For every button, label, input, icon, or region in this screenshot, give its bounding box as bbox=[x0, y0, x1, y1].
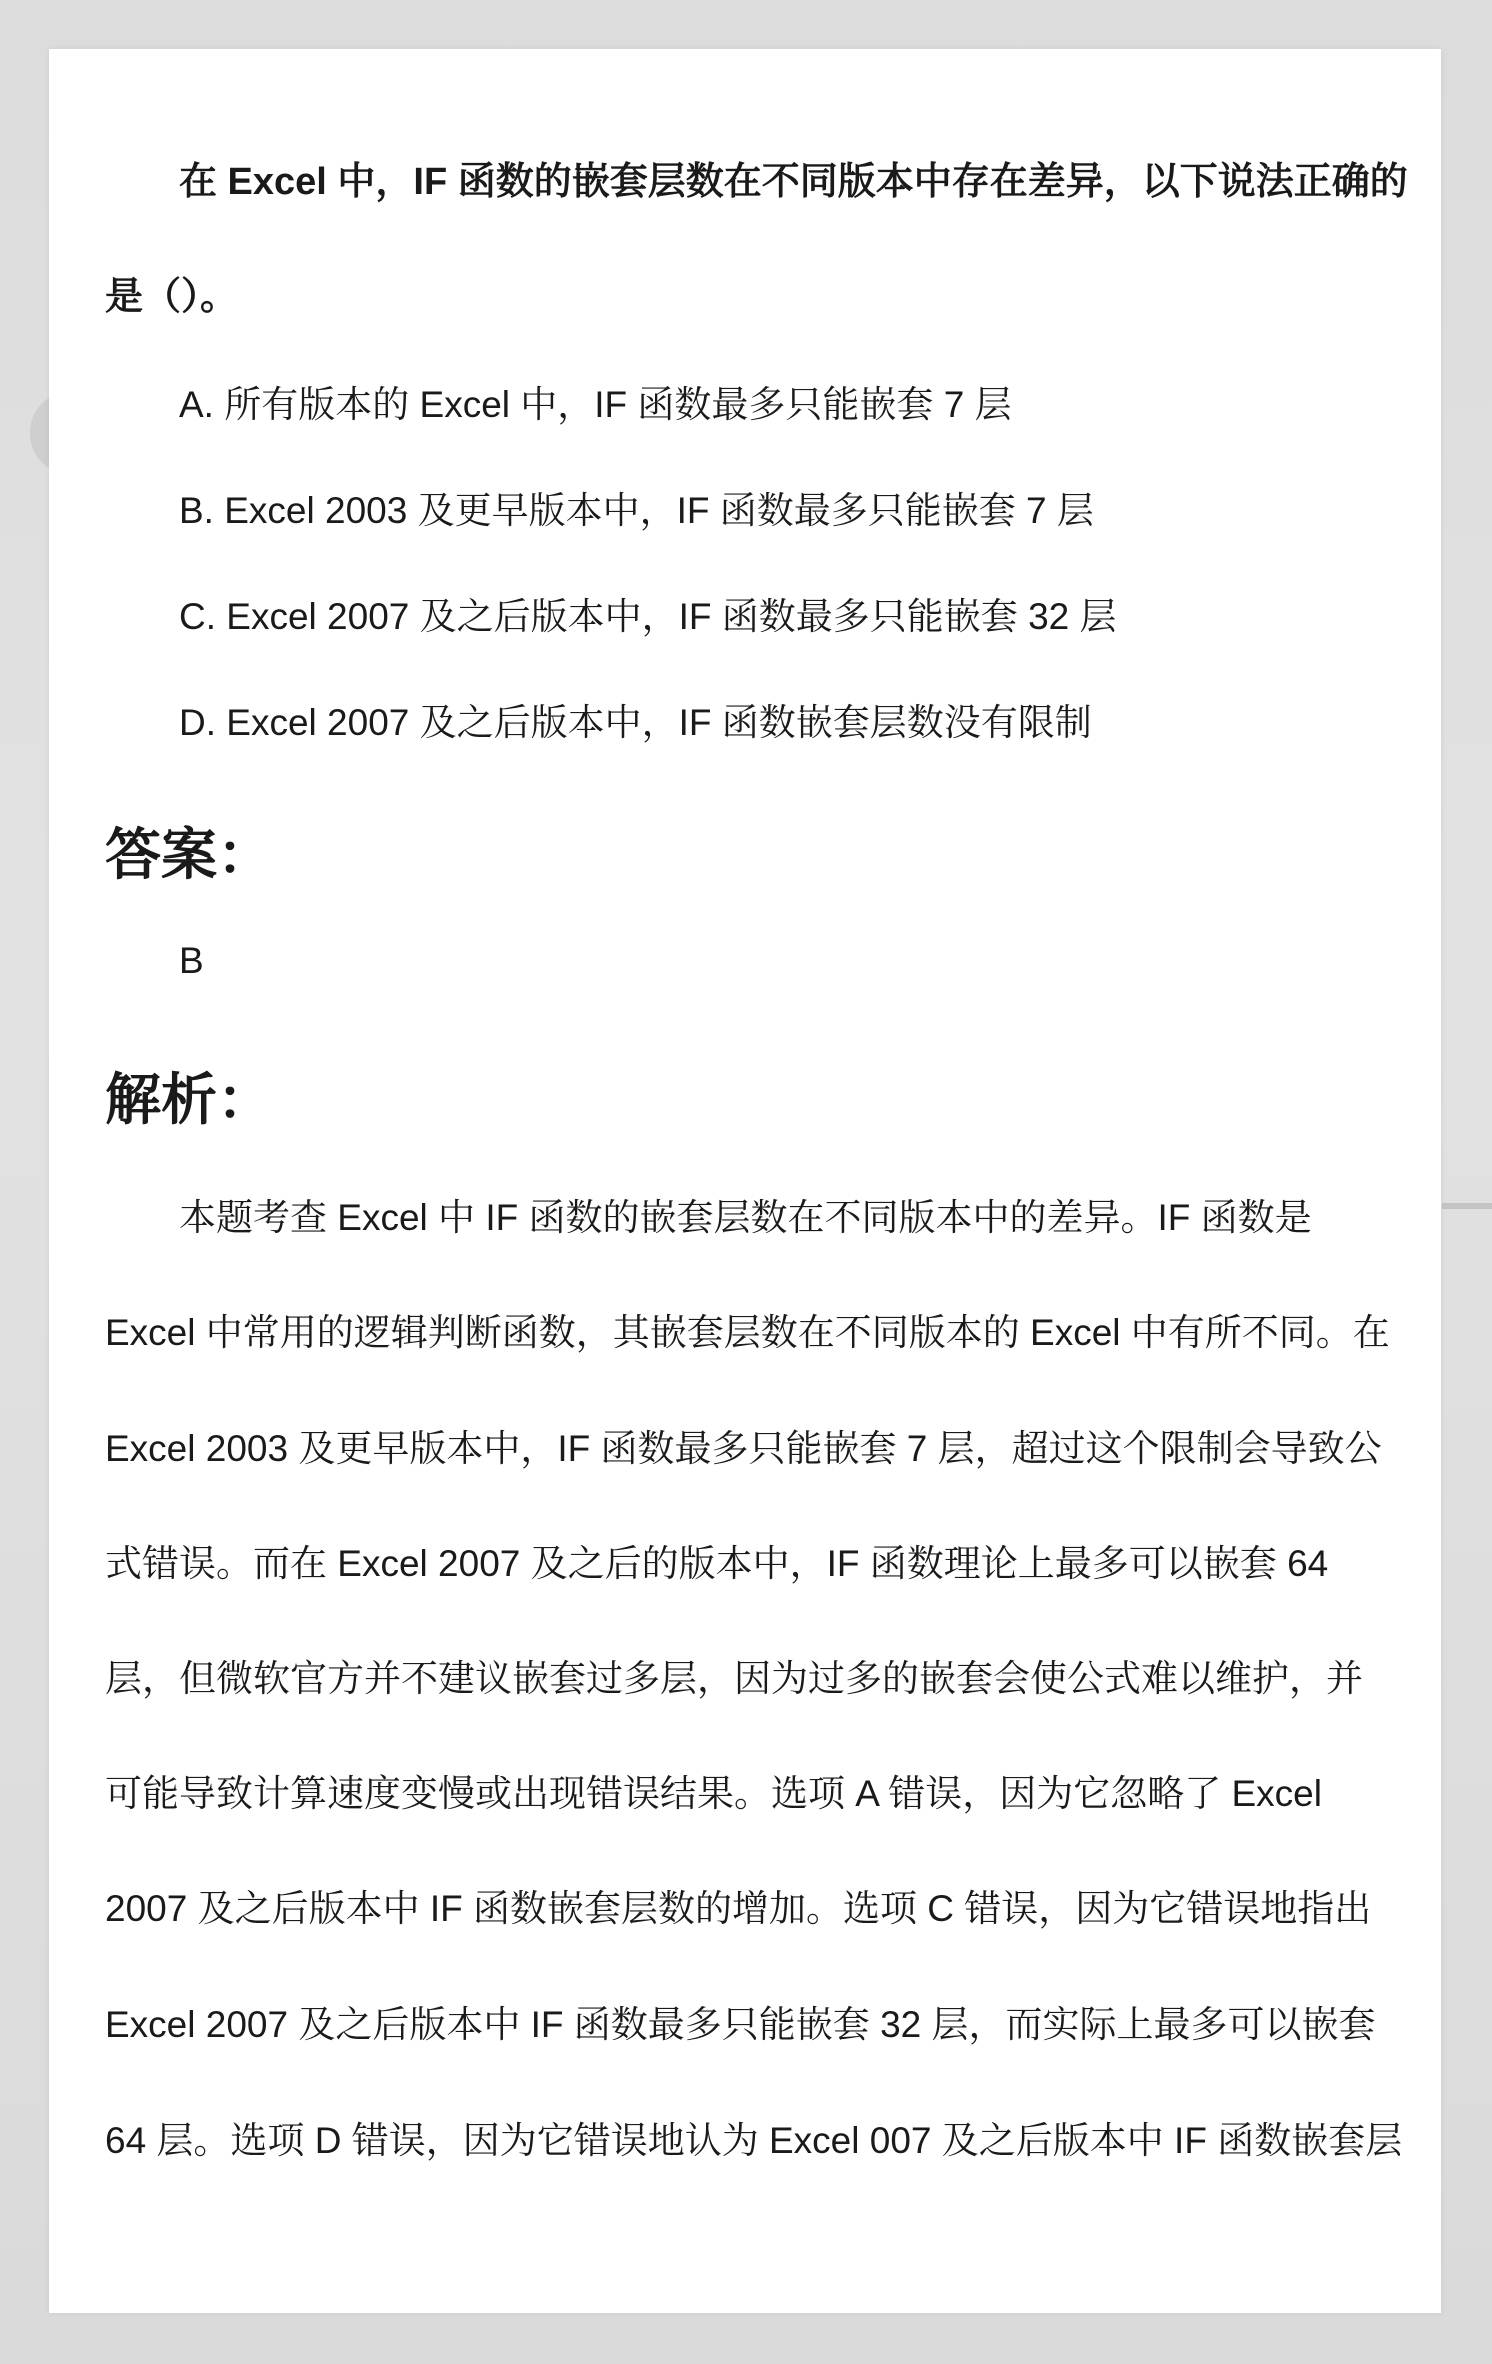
analysis-line: 层，但微软官方并不建议嵌套过多层，因为过多的嵌套会使公式难以维护，并 bbox=[105, 1658, 1363, 1699]
analysis-line: 可能导致计算速度变慢或出现错误结果。选项 A 错误，因为它忽略了 Excel bbox=[105, 1773, 1322, 1814]
analysis-line: 2007 及之后版本中 IF 函数嵌套层数的增加。选项 C 错误，因为它错误地指出 bbox=[105, 1888, 1372, 1929]
question-line-1: 在 Excel 中，IF 函数的嵌套层数在不同版本中存在差异，以下说法正确的 bbox=[179, 161, 1408, 203]
analysis-heading: 解析： bbox=[105, 1068, 273, 1131]
document-page bbox=[49, 49, 1441, 2313]
option-d: D. Excel 2007 及之后版本中，IF 函数嵌套层数没有限制 bbox=[179, 702, 1092, 743]
analysis-line: Excel 中常用的逻辑判断函数，其嵌套层数在不同版本的 Excel 中有所不同。在 bbox=[105, 1312, 1390, 1353]
option-a: A. 所有版本的 Excel 中，IF 函数最多只能嵌套 7 层 bbox=[179, 384, 1012, 425]
analysis-line: Excel 2003 及更早版本中，IF 函数最多只能嵌套 7 层，超过这个限制会导致公 bbox=[105, 1428, 1382, 1469]
option-c: C. Excel 2007 及之后版本中，IF 函数最多只能嵌套 32 层 bbox=[179, 596, 1117, 637]
analysis-line: 本题考查 Excel 中 IF 函数的嵌套层数在不同版本中的差异。IF 函数是 bbox=[179, 1197, 1312, 1238]
background-divider bbox=[1442, 1203, 1492, 1209]
analysis-line: 式错误。而在 Excel 2007 及之后的版本中，IF 函数理论上最多可以嵌套 64 bbox=[105, 1543, 1329, 1584]
answer-heading: 答案： bbox=[105, 823, 273, 886]
answer-value: B bbox=[179, 940, 204, 981]
option-b: B. Excel 2003 及更早版本中，IF 函数最多只能嵌套 7 层 bbox=[179, 490, 1094, 531]
analysis-line: 64 层。选项 D 错误，因为它错误地认为 Excel 007 及之后版本中 IF 函数嵌套层 bbox=[105, 2120, 1403, 2161]
question-line-2: 是（）。 bbox=[105, 276, 239, 318]
analysis-line: Excel 2007 及之后版本中 IF 函数最多只能嵌套 32 层，而实际上最多可以嵌套 bbox=[105, 2004, 1376, 2045]
